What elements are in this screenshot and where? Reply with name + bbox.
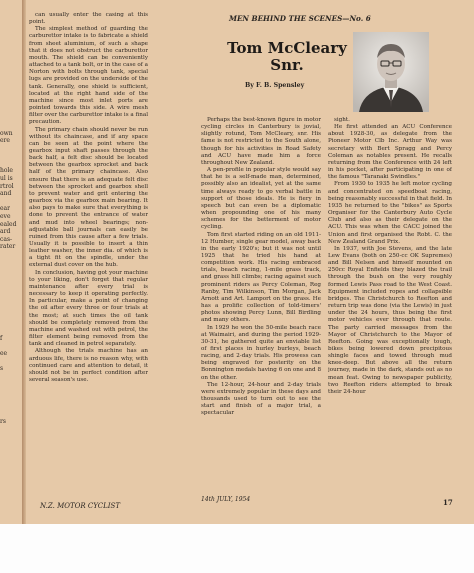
sliver-line — [0, 464, 22, 472]
sliver-line — [0, 46, 22, 54]
sliver-line — [0, 289, 22, 297]
article-column-left — [29, 12, 148, 415]
sliver-line — [0, 99, 22, 107]
sliver-line — [0, 479, 22, 487]
middle-column-paragraph: In 1929 he won the 50-mile beach race at Waimairi, and during the period 1929-30-31, he gathered quite an enviable list of first places in hurley burleys, beach racing, and 2-day trials. His prowess can being engraved for posterity on the Bonnington medals having 6 on one and 8 on the other. — [201, 324, 321, 381]
sliver-line — [0, 152, 22, 160]
sliver-line — [0, 297, 22, 305]
magazine-name-footer: N.Z. MOTOR CYCLIST — [40, 502, 120, 510]
page-number: 17 — [443, 498, 453, 507]
sliver-line — [0, 145, 22, 153]
sliver-line — [0, 8, 22, 16]
middle-column-paragraph: Tom first started riding on an old 1911-12 Humber, single gear model, away back in the early 1920's; but it was not until 1925 that he tried his hand at competition work. His racing embraced trials, beach racing, 1-mile grass track, and grass hill climbs; racing against such prominent riders as Percy Coleman, Reg Ranby, Tim Wilkinson, Tim Morgan, Jack Arnott and Art. Lamport on the grass. He has a prolific collection of told-timers' photos showing Percy Lunn, Bill Birdling and many others. — [201, 231, 321, 324]
sliver-line — [0, 304, 22, 312]
sliver-line — [0, 456, 22, 464]
article-title — [222, 40, 352, 74]
sliver-line — [0, 160, 22, 168]
sliver-line — [0, 54, 22, 62]
sliver-line — [0, 357, 22, 365]
sliver-line: rtrol — [0, 182, 14, 190]
sliver-line — [0, 380, 22, 388]
right-column-paragraph: In 1937, with Joe Stevens, and the late Lew Evans (both on 250-cc OK Supremes) and Bill Nelsen and himself mounted on 250cc Royal Enfields they blazed the trail through the bush on the very roughly formed Lewis Pass road to the West Coast. Equipment included ropes and collapsible bridges. The Christchurch to Reefton and return trip was done (via the Lewis) in just under the 24 hours, thus being the first motor vehicles ever through that route. The party carried messages from the Mayor of Christchurch to the Mayor of Reefton. Going was exceptionally tough, bikes being lowered down precipitous shingle faces and towed through mud knee-deep. But above all the return journey, made in the dark, stands out as no mean feat. Owing to newspaper publicity, two Reefton riders attempted to break their 24-hour — [328, 245, 452, 395]
sliver-line — [0, 403, 22, 411]
sliver-line: ul is — [0, 175, 13, 183]
right-column-paragraph: sight. — [334, 117, 350, 123]
title-line-2: Snr. — [270, 56, 304, 74]
title-line-1: Tom McCleary — [227, 39, 347, 57]
sliver-line — [0, 388, 22, 396]
issue-date-footer: 14th JULY, 1954 — [201, 496, 251, 503]
middle-column-paragraph: The 12-hour, 24-hour and 2-day trials were extremely popular in these days and thousands used to turn out to see the start and finish of a major trial, a spectacular — [201, 381, 321, 417]
sliver-line — [0, 281, 22, 289]
sliver-line — [0, 319, 22, 327]
sliver-line — [0, 410, 22, 418]
sliver-line — [0, 266, 22, 274]
byline: By F. B. Spensley — [245, 82, 305, 89]
sliver-line — [0, 312, 22, 320]
sliver-line — [0, 259, 22, 267]
sliver-line: cas- — [0, 235, 13, 243]
right-column-paragraph: From 1930 to 1935 he left motor cycling and concentrated on speedboat racing, being reasonably successful in that field. In 1935 he returned to the "bikes" as Sports Organiser for the Canterbury Auto Cycle Club and also as their delegate on the ACU. This was when the CACC joined the Union and first organised the Robt. C. the New Zealand Grand Prix. — [328, 181, 452, 245]
sliver-line — [0, 441, 22, 449]
sliver-line: f — [0, 334, 3, 342]
sliver-line — [0, 448, 22, 456]
sliver-line — [0, 76, 22, 84]
sliver-line: ealed — [0, 220, 17, 228]
portrait-photo — [353, 32, 429, 112]
sliver-line — [0, 251, 22, 259]
sliver-line — [0, 198, 22, 206]
left-column-paragraph: Although the trials machine has an arduous life, there is no reason why, with continued care and attention to detail, it should not be in perfect condition after several season's use. — [29, 348, 148, 383]
sliver-line: eve — [0, 213, 11, 221]
left-column-paragraph: The simplest method of guarding the carburettor intake is to fabricate a shield from sheet aluminium, of such a shape that it does not obstruct the carburettor mouth. The shield can be conveniently attached to a tank bolt, or in the case of a Norton with bolts through tank, special lugs are provided on the underside of the tank. Generally, one shield is sufficient, located at the right hand side of the machine since most inlet ports are pointed towards this side. A wire mesh filter over the carburettor intake is a final precaution. — [29, 26, 148, 126]
sliver-line — [0, 426, 22, 434]
sliver-line — [0, 84, 22, 92]
sliver-line — [0, 38, 22, 46]
sliver-line: ard — [0, 228, 11, 236]
series-heading: MEN BEHIND THE SCENES—No. 6 — [229, 14, 371, 23]
left-column-paragraph: In conclusion, having got your machine to your liking, don't forget that regular maintenance after every trial is necessary to keep it operating perfectly. In particular, make a point of changing the oil after every three or four trials at the most; at such times the oil tank should be completely removed from the machine and washed out with petrol, the filter element being removed from the tank and cleaned in petrol separately. — [29, 269, 148, 348]
sliver-line: ear — [0, 205, 10, 213]
article-column-right — [328, 117, 452, 505]
sliver-line — [0, 342, 22, 350]
sliver-line: s — [0, 364, 4, 372]
sliver-line — [0, 92, 22, 100]
sliver-line: own — [0, 129, 13, 137]
sliver-line — [0, 16, 22, 24]
article-column-middle — [201, 117, 321, 505]
sliver-line — [0, 114, 22, 122]
left-column-paragraph: The primary chain should never be run without its chaincase, and if any space can be seen at the point where the gearbox input shaft passes through the back half, a felt disc should be located between the gearbox sprocket and back half of the primary chaincase. Also ensure that there is an adequate felt disc between the sprocket and gearbox shell to prevent water and grit entering the gearbox via the gearbox main bearing. It also pays to make sure that everything is done to prevent the entrance of water and mud into wheel bearings; non-adjustable ball journals can easily be ruined from this cause after a few trials. Usually it is possible to insert a thin leather washer, the inner dia. of which is a tight fit on the spindle, under the external dust cover on the hub. — [29, 126, 148, 269]
middle-column-paragraph: Perhaps the best-known figure in motor cycling circles in Canterbury is jovial, slightly rotund, Tom McCleary, snr. His fame is not restricted to the South alone, though for his activities in Road Safety and ACU have made him a force throughout New Zealand. — [201, 117, 321, 166]
sliver-line — [0, 327, 22, 335]
sliver-line — [0, 373, 22, 381]
sliver-line — [0, 107, 22, 115]
sliver-line — [0, 471, 22, 479]
sliver-line — [0, 433, 22, 441]
sliver-line: ee — [0, 349, 8, 357]
sliver-line: rs — [0, 418, 6, 426]
sliver-line — [0, 122, 22, 130]
sliver-line — [0, 69, 22, 77]
left-column-paragraph: can usually enter the casing at this point. — [29, 12, 148, 26]
sliver-line: ere — [0, 137, 10, 145]
binding-gutter — [22, 0, 26, 524]
previous-page-edge — [0, 8, 22, 508]
sliver-line — [0, 31, 22, 39]
portrait-illustration — [353, 32, 429, 112]
right-column-paragraph: He first attended an ACU Conference about 1928-30, as delegate from the Pioneer Motor Clb Inc. Arthur Way was secretary with Bert Spragg and Percy Coleman as notables present. He recalls returning from the Conference with 24 left in his pocket, after participating in one of the famous "Taranaki Swindles." — [328, 124, 452, 181]
middle-column-paragraph: A pen-profile in popular style would say that he is a self-made man, determined, possibly also an idealist, yet at the same time always ready to go verbal battle in support of those ideals. He is fiery in speech but can even be a diplomatic when propounding one of his many schemes for the betterment of motor cycling. — [201, 167, 321, 231]
sliver-line: rater — [0, 243, 16, 251]
sliver-line: and — [0, 190, 12, 198]
sliver-line — [0, 274, 22, 282]
sliver-line — [0, 23, 22, 31]
sliver-line — [0, 61, 22, 69]
sliver-line — [0, 395, 22, 403]
sliver-line: hole — [0, 167, 13, 175]
